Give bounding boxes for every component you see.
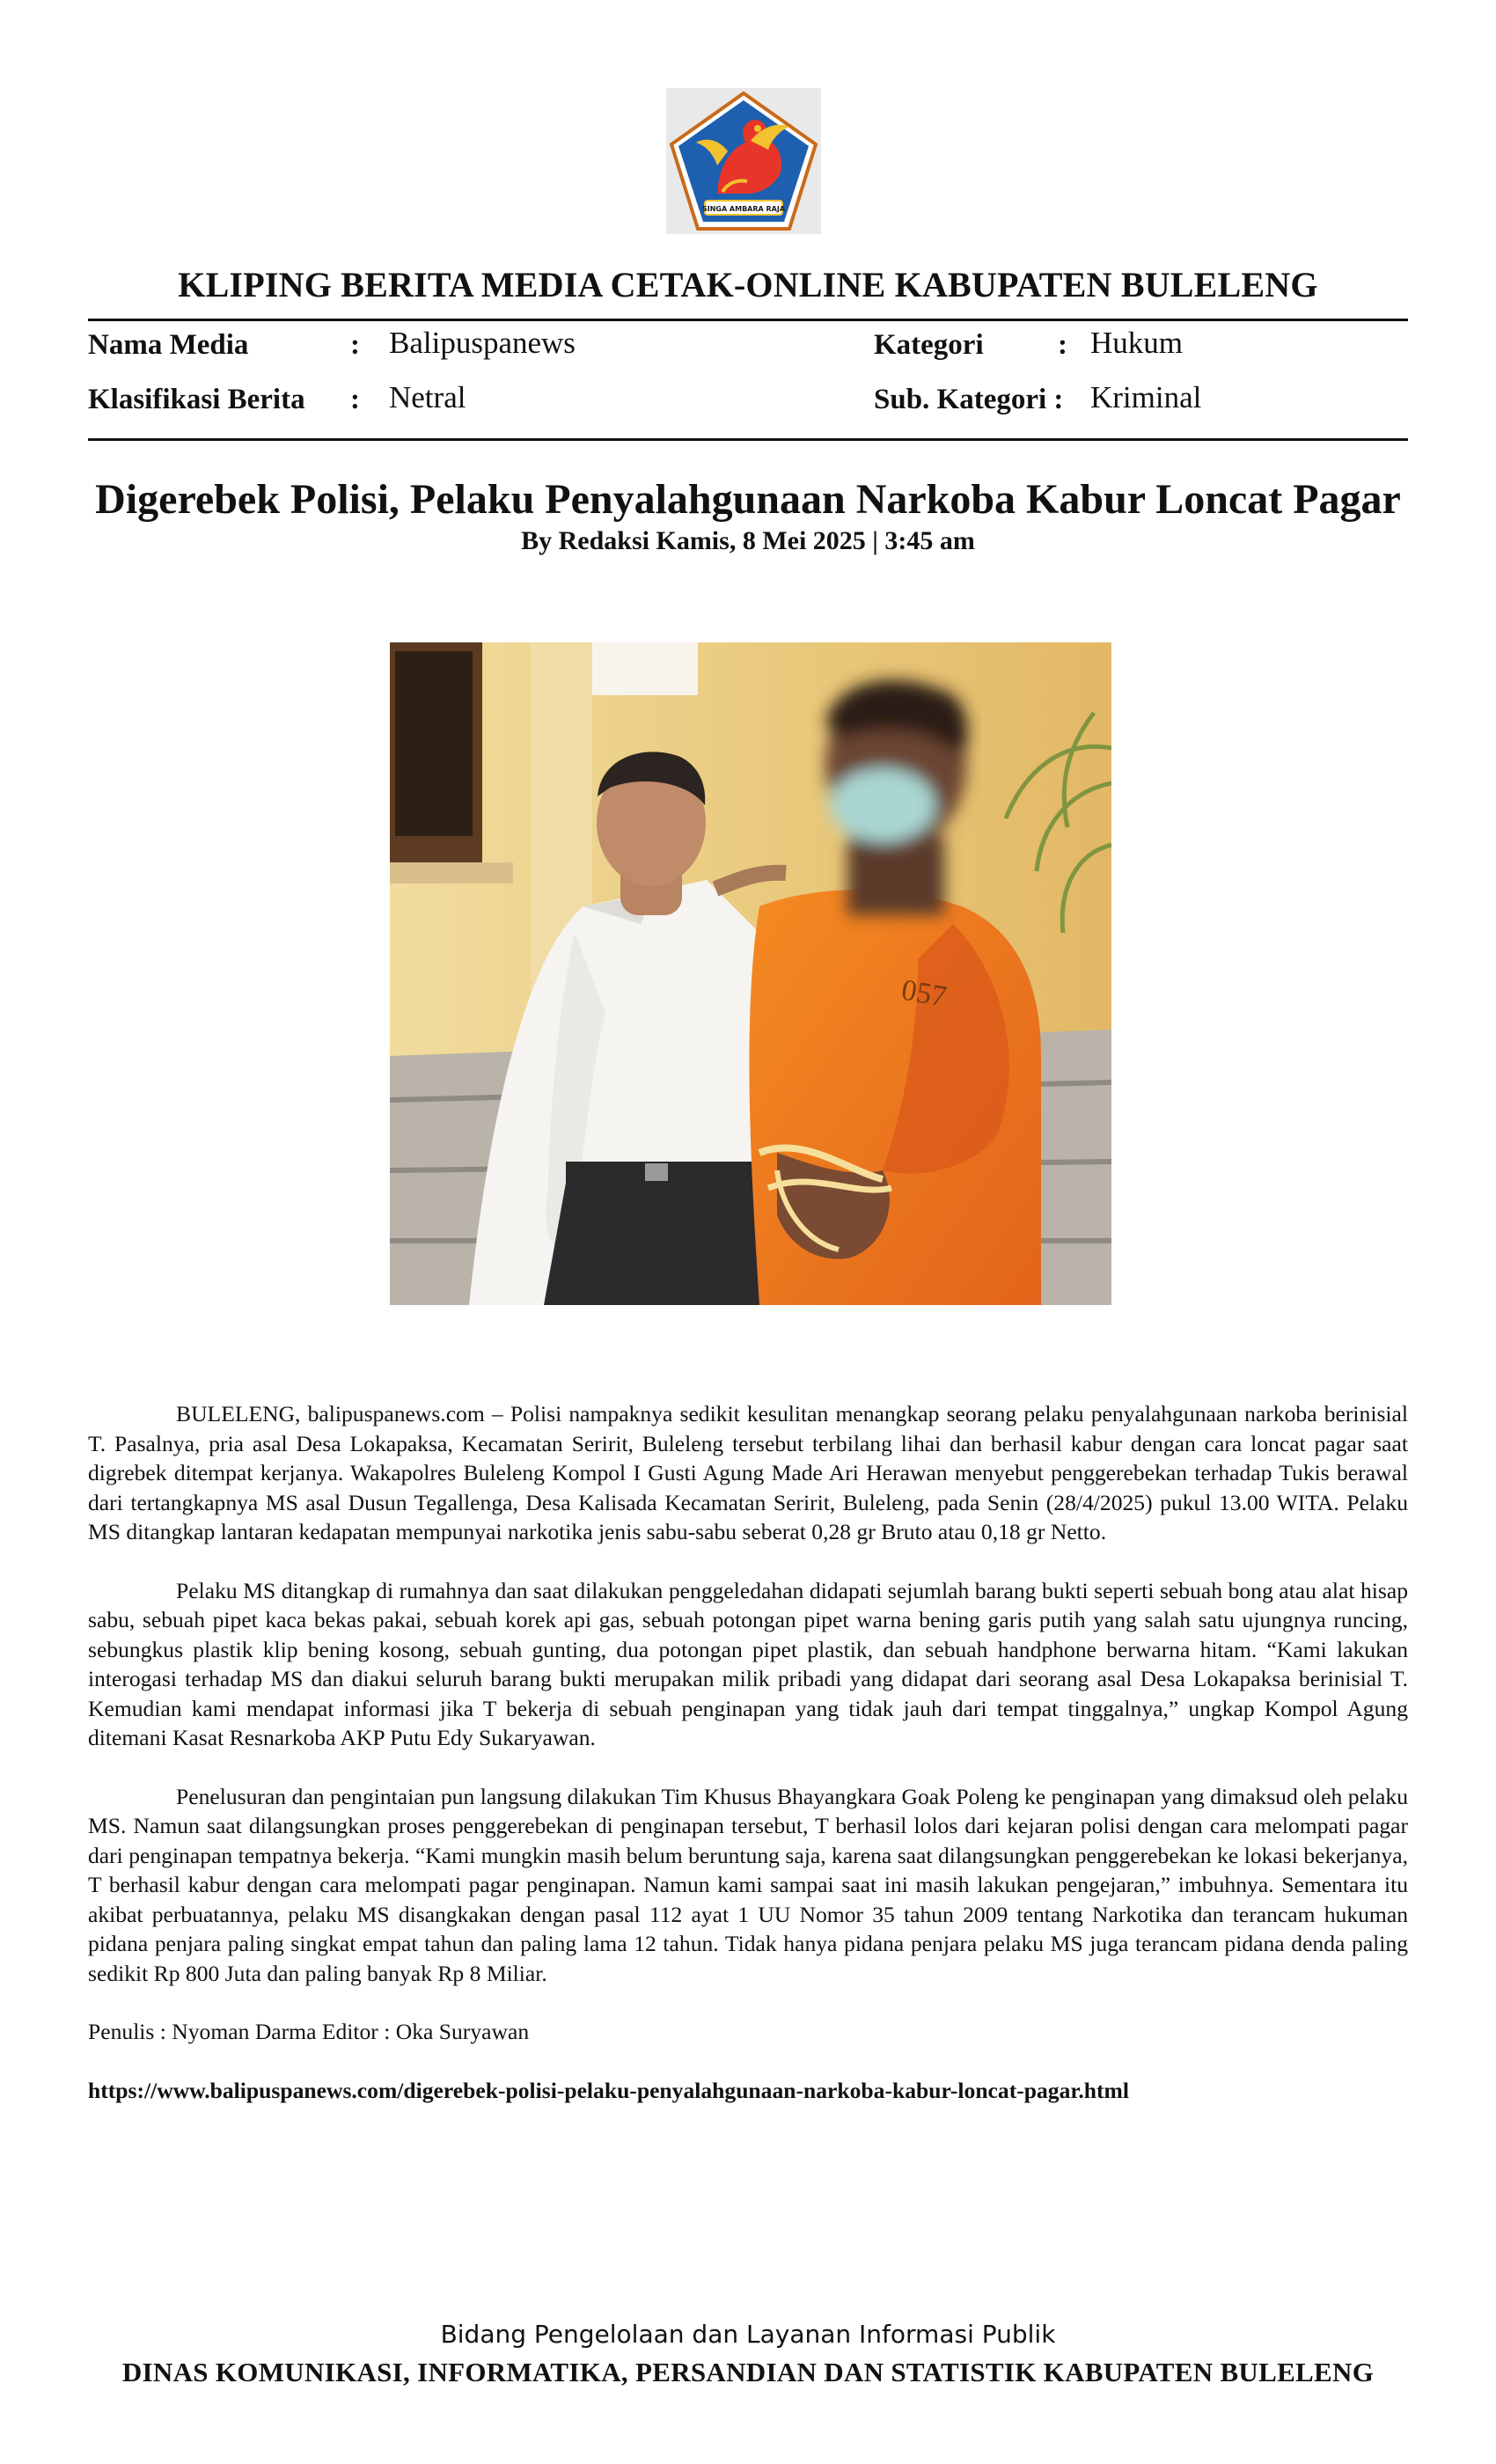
sub-kategori-label: Sub. Kategori : <box>874 384 1064 415</box>
source-url-link[interactable]: https://www.balipuspanews.com/digerebek-polisi-pelaku-penyalahgunaan-narkoba-kabur-loncat-pagar.html <box>88 2077 1129 2103</box>
klasifikasi-label: Klasifikasi Berita <box>88 384 305 415</box>
meta-row-2 <box>88 380 1408 428</box>
colon: : <box>350 329 360 361</box>
emblem-motto: SINGA AMBARA RAJA <box>701 205 786 213</box>
sub-kategori-value: Kriminal <box>1090 380 1202 414</box>
footer-department: Bidang Pengelolaan dan Layanan Informasi Publik <box>440 2320 1056 2349</box>
klasifikasi-value: Netral <box>389 380 466 414</box>
article-paragraph-1: BULELENG, balipuspanews.com – Polisi nampaknya sedikit kesulitan menangkap seorang pelaku penyalahgunaan narkoba berinisial T. Pasalnya, pria asal Desa Lokapaksa, Kecamatan Seririt, Buleleng tersebut terbilang lihai dan berhasil kabur dengan cara loncat pagar saat digrebek ditempat kerjanya. Wakapolres Buleleng Kompol I Gusti Agung Made Ari Herawan menyebut penggerebekan terhadap Tukis berawal dari tertangkapnya MS asal Dusun Tegallenga, Desa Kalisada Kecamatan Seririt, Buleleng, pada Senin (28/4/2025) pukul 13.00 WITA. Pelaku MS ditangkap lantaran kedapatan mempunyai narkotika jenis sabu-sabu seberat 0,28 gr Bruto atau 0,18 gr Netto. <box>88 1401 1408 1544</box>
article-body <box>88 1399 1408 2134</box>
top-rule <box>88 319 1408 321</box>
colon: : <box>1058 329 1067 361</box>
emblem-icon <box>666 88 821 234</box>
news-photo <box>390 642 1111 1305</box>
meta-row-1 <box>88 326 1408 373</box>
article-credits: Penulis : Nyoman Darma Editor : Oka Suryawan <box>88 2019 530 2044</box>
article-paragraph-2: Pelaku MS ditangkap di rumahnya dan saat dilakukan penggeledahan didapati sejumlah barang bukti seperti sebuah bong atau alat hisap sabu, sebuah pipet kaca bekas pakai, sebuah korek api gas, sebuah potongan pipet warna bening garis putih yang salah satu ujungnya runcing, sebungkus plastik klip bening kosong, sebuah gunting, dua potongan pipet plastik, dan sebuah handphone berwarna hitam. “Kami lakukan interogasi terhadap MS dan diakui seluruh barang bukti merupakan milik pribadi yang didapat dari seorang asal Desa Lokapaksa berinisial T. Kemudian kami mendapat informasi jika T bekerja di sebuah penginapan yang tidak jauh dari tempat tinggalnya,” ungkap Kompol Agung ditemani Kasat Resnarkoba AKP Putu Edy Sukaryawan. <box>88 1577 1408 1750</box>
bottom-rule <box>88 438 1408 441</box>
nama-media-label: Nama Media <box>88 329 249 361</box>
colon: : <box>350 384 360 415</box>
footer-agency: DINAS KOMUNIKASI, INFORMATIKA, PERSANDIAN DAN STATISTIK KABUPATEN BULELENG <box>121 2357 1375 2387</box>
article-paragraph-3: Penelusuran dan pengintaian pun langsung dilakukan Tim Khusus Bhayangkara Goak Poleng ke penginapan yang dimaksud oleh pelaku MS. Namun saat dilangsungkan proses penggerebekan di penginapan tersebut, T berhasil lolos dari kejaran polisi dengan cara melompati pagar dari penginapan tempatnya bekerja. “Kami mungkin masih belum beruntung saja, karena saat dilangsungkan penggerebekan ke lokasi bekerjanya, T berhasil kabur dengan cara melompati pagar penginapan. Namun kami sampai saat ini masih lakukan pengejaran,” imbuhnya. Sementara itu akibat perbuatannya, pelaku MS disangkakan dengan pasal 112 ayat 1 UU Nomor 35 tahun 2009 tentang Narkotika dan terancam hukuman pidana penjara paling singkat empat tahun dan paling lama 12 tahun. Tidak hanya pidana penjara pelaku MS juga terancam pidana denda paling sedikit Rp 800 Juta dan paling banyak Rp 8 Miliar. <box>88 1783 1408 1986</box>
nama-media-value: Balipuspanews <box>389 326 576 360</box>
masthead-title: KLIPING BERITA MEDIA CETAK-ONLINE KABUPATEN BULELENG <box>178 265 1318 304</box>
article-headline: Digerebek Polisi, Pelaku Penyalahgunaan Narkoba Kabur Loncat Pagar <box>95 476 1401 523</box>
svg-text:057: 057 <box>898 973 950 1014</box>
buleleng-emblem-logo <box>666 88 821 234</box>
kategori-value: Hukum <box>1090 326 1183 360</box>
kategori-label: Kategori <box>874 329 984 361</box>
article-byline: By Redaksi Kamis, 8 Mei 2025 | 3:45 am <box>521 526 975 555</box>
